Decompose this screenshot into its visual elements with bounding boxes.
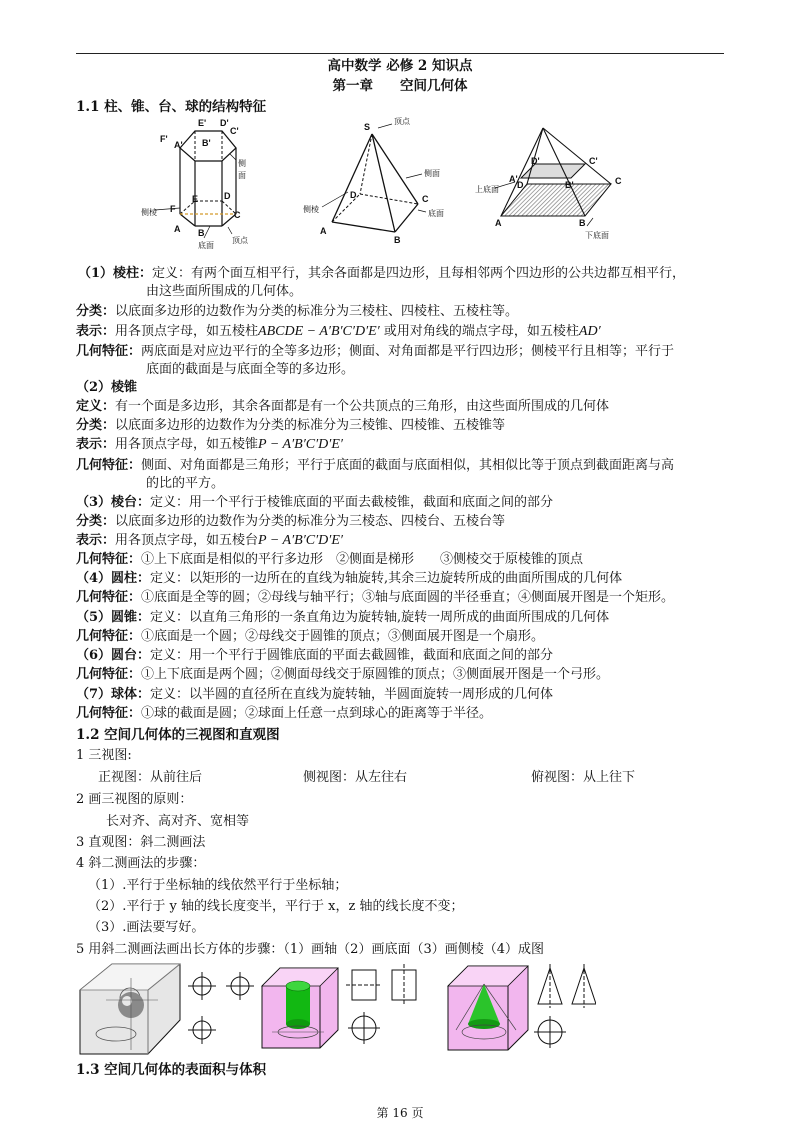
pyramid-features-cont: 的比的平方。 [146, 476, 225, 491]
cylinder-features: 几何特征：①底面是全等的圆；②母线与轴平行；③轴与底面圆的半径垂直；④侧面展开图是一个矩形。 [76, 590, 675, 605]
svg-text:A: A [320, 226, 327, 236]
pyramid-heading: （2）棱锥 [76, 380, 138, 395]
prism-classification: 分类：以底面多边形的边数作为分类的标准分为三棱柱、四棱柱、五棱柱等。 [76, 304, 519, 319]
svg-text:E': E' [198, 118, 207, 128]
svg-text:侧面: 侧面 [424, 169, 440, 178]
svg-text:B: B [198, 228, 205, 238]
svg-text:侧: 侧 [238, 159, 246, 168]
pyramid-figure [300, 112, 460, 247]
frustum-formula: P − A′B′C′D′E′ [258, 533, 343, 548]
pyramid-features: 几何特征：侧面、对角面都是三角形；平行于底面的截面与底面相似，其相似比等于顶点到截面距离与高 [76, 458, 675, 473]
svg-text:面: 面 [238, 171, 246, 180]
oblique-step-2: （2）.平行于 y 轴的线长度变半，平行于 x，z 轴的线长度不变； [88, 899, 464, 914]
pyramid-formula: P − A′B′C′D′E′ [258, 437, 343, 452]
cuboid-steps-item: 5 用斜二测画法画出长方体的步骤：（1）画轴（2）画底面（3）画侧棱（4）成图 [76, 942, 544, 957]
truncated-cone-features: 几何特征：①上下底面是两个圆；②侧面母线交于原圆锥的顶点；③侧面展开图是一个弓形。 [76, 667, 610, 682]
svg-text:B': B' [565, 180, 574, 190]
top-view-text: 俯视图：从上往下 [531, 770, 636, 785]
frustum-notation: 表示：用各顶点字母，如五棱台P − A′B′C′D′E′ [76, 533, 343, 548]
frustum-definition: （3）棱台：定义：用一个平行于棱锥底面的平面去截棱锥，截面和底面之间的部分 [76, 495, 554, 510]
svg-text:E: E [192, 194, 199, 204]
svg-text:侧棱: 侧棱 [303, 205, 319, 214]
svg-text:B: B [579, 218, 586, 228]
svg-text:下底面: 下底面 [585, 231, 609, 240]
principle-item: 2 画三视图的原则： [76, 792, 193, 807]
svg-text:F': F' [160, 134, 168, 144]
chapter-title: 第一章 空间几何体 [332, 78, 468, 94]
svg-text:B': B' [202, 138, 211, 148]
header-rule [76, 53, 724, 54]
svg-text:C: C [234, 210, 241, 220]
svg-text:D': D' [531, 156, 540, 166]
principle-rule: 长对齐、高对齐、宽相等 [106, 814, 250, 829]
front-view-text: 正视图：从前往后 [98, 770, 203, 785]
svg-text:D: D [224, 191, 231, 201]
frustum-features: 几何特征：①上下底面是相似的平行多边形 ②侧面是梯形 ③侧棱交于原棱锥的顶点 [76, 552, 584, 567]
svg-text:C': C' [589, 156, 598, 166]
frustum-figure [475, 122, 645, 247]
svg-text:D: D [517, 180, 524, 190]
oblique-steps-item: 4 斜二测画法的步骤： [76, 856, 206, 871]
prism-formula: ABCDE − A′B′C′D′E′ [258, 324, 380, 339]
pyramid-definition: 定义：有一个面是多边形，其余各面都是有一个公共顶点的三角形，由这些面所围成的几何体 [76, 399, 610, 414]
oblique-step-3: （3）.画法要写好。 [88, 920, 205, 935]
side-view-text: 侧视图：从左往右 [303, 770, 408, 785]
svg-text:S: S [364, 122, 371, 132]
cone-definition: （5）圆锥：定义：以直角三角形的一条直角边为旋转轴,旋转一周所成的曲面所围成的几何体 [76, 610, 610, 625]
svg-text:F: F [170, 204, 176, 214]
oblique-step-1: （1）.平行于坐标轴的线依然平行于坐标轴； [88, 878, 348, 893]
svg-text:顶点: 顶点 [394, 117, 410, 126]
cylinder-cube-drawing [262, 968, 338, 1048]
three-view-illustrations [76, 960, 596, 1060]
svg-text:上底面: 上底面 [475, 185, 499, 194]
cone-features: 几何特征：①底面是一个圆；②母线交于圆锥的顶点；③侧面展开图是一个扇形。 [76, 629, 545, 644]
pyramid-classification: 分类：以底面多边形的边数作为分类的标准分为三棱锥、四棱锥、五棱锥等 [76, 418, 506, 433]
three-views-item: 1 三视图: [76, 748, 132, 763]
page-title: 高中数学 必修 2 知识点 [327, 58, 473, 74]
svg-text:C: C [422, 194, 429, 204]
svg-text:底面: 底面 [198, 241, 214, 250]
svg-text:A: A [174, 224, 181, 234]
diagonal-formula: AD′ [578, 324, 601, 339]
oblique-item: 3 直观图：斜二测画法 [76, 835, 206, 850]
prism-figure [140, 114, 270, 254]
svg-text:A: A [495, 218, 502, 228]
svg-text:B: B [394, 235, 401, 245]
prism-notation: 表示：用各顶点字母，如五棱柱ABCDE − A′B′C′D′E′ 或用对角线的端点字母，如五棱柱AD′ [76, 324, 601, 339]
section-1-1-heading: 1.1 柱、锥、台、球的结构特征 [76, 99, 267, 115]
prism-definition-cont: 由这些面所围成的几何体。 [146, 284, 303, 299]
svg-text:C: C [615, 176, 622, 186]
cylinder-definition: （4）圆柱：定义：以矩形的一边所在的直线为轴旋转,其余三边旋转所成的曲面所围成的几何体 [76, 571, 623, 586]
pyramid-notation: 表示：用各顶点字母，如五棱锥P − A′B′C′D′E′ [76, 437, 343, 452]
sphere-features: 几何特征：①球的截面是圆；②球面上任意一点到球心的距离等于半径。 [76, 706, 493, 721]
svg-text:D': D' [220, 118, 229, 128]
svg-text:侧棱: 侧棱 [141, 208, 157, 217]
svg-text:D: D [350, 190, 357, 200]
prism-features: 几何特征：两底面是对应边平行的全等多边形；侧面、对角面都是平行四边形；侧棱平行且相等；平行于 [76, 344, 675, 359]
svg-text:A': A' [509, 174, 518, 184]
sphere-definition: （7）球体：定义：以半圆的直径所在直线为旋转轴，半圆面旋转一周形成的几何体 [76, 687, 554, 702]
page-number: 第 16 页 [376, 1106, 424, 1120]
svg-text:底面: 底面 [428, 209, 444, 218]
frustum-classification: 分类：以底面多边形的边数作为分类的标准分为三棱态、四棱台、五棱台等 [76, 514, 506, 529]
truncated-cone-definition: （6）圆台：定义：用一个平行于圆锥底面的平面去截圆锥，截面和底面之间的部分 [76, 648, 554, 663]
section-1-3-heading: 1.3 空间几何体的表面积与体积 [76, 1062, 267, 1078]
prism-features-cont: 底面的截面是与底面全等的多边形。 [146, 362, 355, 377]
svg-text:C': C' [230, 126, 239, 136]
section-1-2-heading: 1.2 空间几何体的三视图和直观图 [76, 727, 280, 743]
prism-definition-line: （1）棱柱：定义：有两个面互相平行，其余各面都是四边形，且每相邻两个四边形的公共边都互相平行， [78, 266, 686, 281]
sphere-cube-drawing [80, 964, 180, 1054]
svg-text:顶点: 顶点 [232, 236, 248, 245]
svg-text:A': A' [174, 140, 183, 150]
cone-cube-drawing [448, 966, 528, 1050]
